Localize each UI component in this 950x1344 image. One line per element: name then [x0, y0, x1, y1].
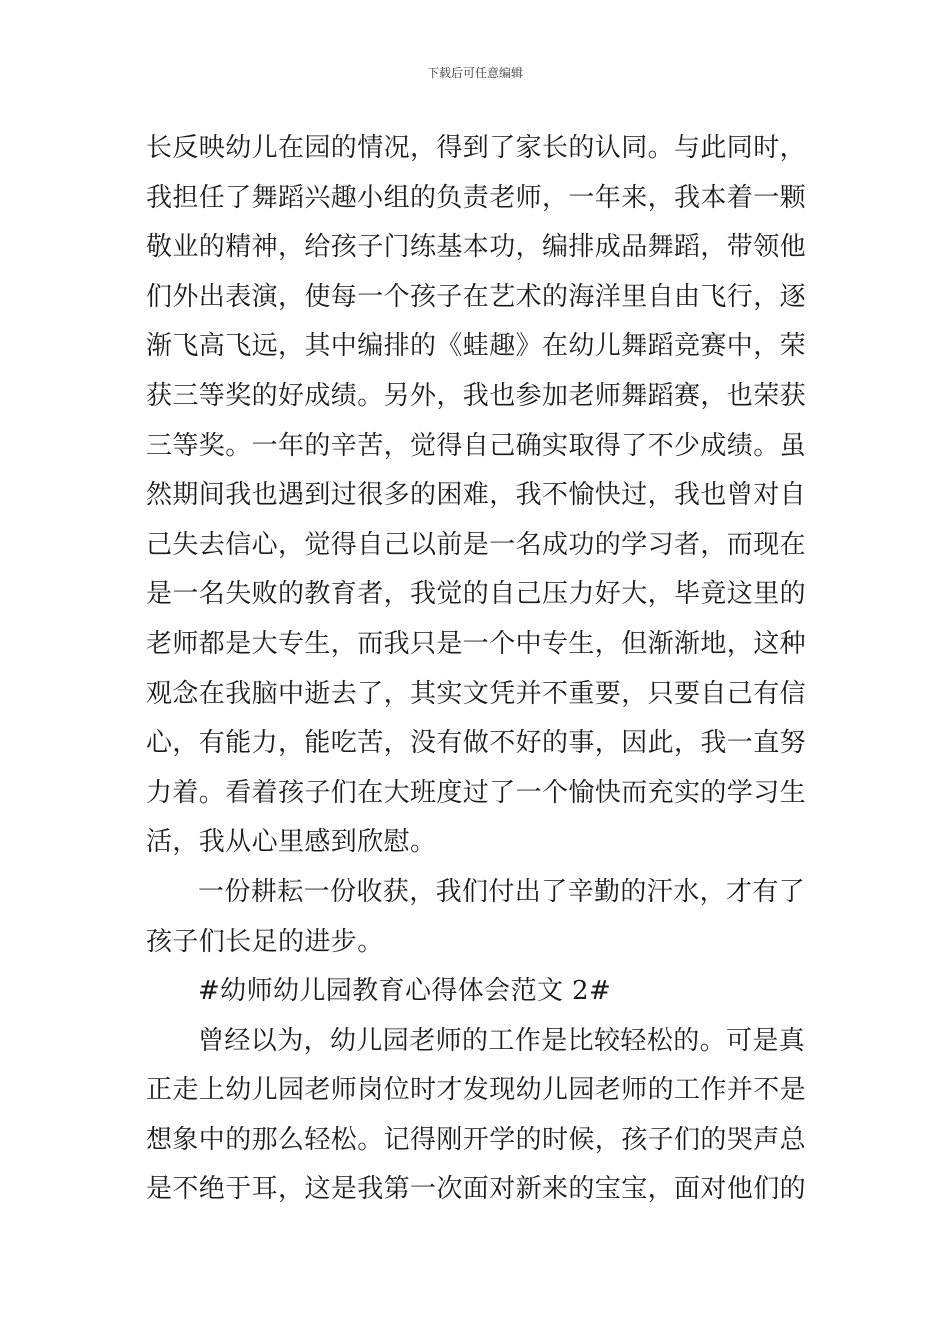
text-line: 渐飞高飞远，其中编排的《蛙趣》在幼儿舞蹈竞赛中，荣	[146, 331, 807, 362]
text-line: 是不绝于耳，这是我第一次面对新来的宝宝，面对他们的	[146, 1174, 807, 1205]
paragraph-first-line: 曾经以为，幼儿园老师的工作是比较轻松的。可是真	[198, 1025, 806, 1056]
text-line: 然期间我也遇到过很多的困难，我不愉快过，我也曾对自	[146, 480, 807, 511]
page-header: 下载后可任意编辑	[426, 66, 523, 80]
text-line: 们外出表演，使每一个孩子在艺术的海洋里自由飞行，逐	[146, 281, 807, 312]
section-heading: #幼师幼儿园教育心得体会范文 2#	[198, 976, 612, 1007]
text-line: 想象中的那么轻松。记得刚开学的时候，孩子们的哭声总	[146, 1124, 807, 1155]
text-line: 获三等奖的好成绩。另外，我也参加老师舞蹈赛，也荣获	[146, 380, 807, 411]
text-line: 活，我从心里感到欣慰。	[146, 827, 437, 858]
document-body	[146, 124, 806, 1215]
text-line: 力着。看着孩子们在大班度过了一个愉快而充实的学习生	[146, 777, 807, 808]
text-line: 敬业的精神，给孩子门练基本功，编排成品舞蹈，带领他	[146, 232, 807, 263]
text-line: 孩子们长足的进步。	[146, 926, 384, 957]
text-line: 正走上幼儿园老师岗位时才发现幼儿园老师的工作并不是	[146, 1075, 807, 1106]
text-line: 心，有能力，能吃苦，没有做不好的事，因此，我一直努	[146, 728, 807, 759]
text-line: 长反映幼儿在园的情况，得到了家长的认同。与此同时，	[146, 133, 807, 163]
text-line: 我担任了舞蹈兴趣小组的负责老师，一年来，我本着一颗	[146, 182, 807, 213]
text-line: 三等奖。一年的辛苦，觉得自己确实取得了不少成绩。虽	[146, 430, 807, 461]
text-line: 是一名失败的教育者，我觉的自己压力好大，毕竟这里的	[146, 579, 807, 610]
text-line: 老师都是大专生，而我只是一个中专生，但渐渐地，这种	[146, 628, 807, 659]
text-line: 己失去信心，觉得自己以前是一名成功的学习者，而现在	[146, 529, 807, 560]
text-line: 观念在我脑中逝去了，其实文凭并不重要，只要自己有信	[146, 678, 807, 709]
paragraph-first-line: 一份耕耘一份收获，我们付出了辛勤的汗水，才有了	[198, 876, 806, 907]
